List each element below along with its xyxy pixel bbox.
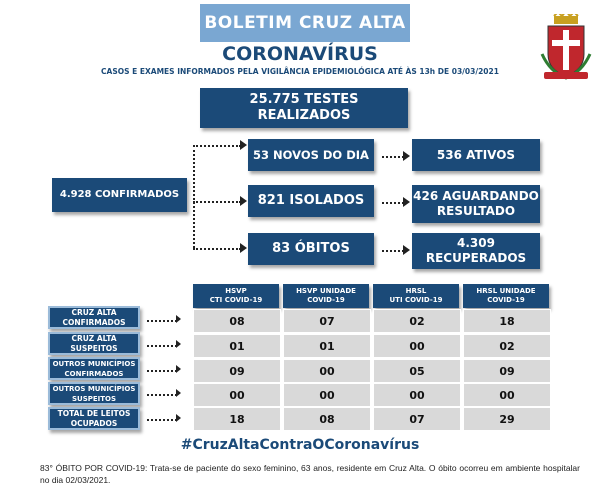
column-header-hsvp-cti xyxy=(193,284,279,308)
column-header-hrsl-unidade xyxy=(463,284,549,308)
row-arrow xyxy=(176,389,181,397)
table-cell: 05 xyxy=(373,359,461,383)
bulletin-banner: BOLETIM CRUZ ALTA xyxy=(200,4,410,42)
row-label-line1: TOTAL DE LEITOS xyxy=(57,408,131,418)
table-cell: 09 xyxy=(463,359,551,383)
row-arrow xyxy=(176,365,181,373)
column-header-line1: HSVP xyxy=(225,287,247,295)
confirmed-box: 4.928 CONFIRMADOS xyxy=(52,178,187,212)
page-subtitle: CASOS E EXAMES INFORMADOS PELA VIGILÂNCIA EPIDEMIOLÓGICA ATÉ ÀS 13h DE 03/03/2021 xyxy=(101,67,499,76)
table-cell: 29 xyxy=(463,407,551,431)
isolated-box: 821 ISOLADOS xyxy=(248,185,374,217)
column-header-line2: UTI COVID-19 xyxy=(389,296,443,304)
row-connector xyxy=(147,419,177,421)
connector-active xyxy=(382,156,404,158)
hashtag-text: #CruzAltaContraOCoronavírus xyxy=(180,437,420,453)
row-label-outros-municipios-suspeitos xyxy=(48,382,140,405)
row-arrow xyxy=(176,414,181,422)
row-label-line2: CONFIRMADOS xyxy=(62,317,126,327)
column-header-line1: HSVP UNIDADE xyxy=(296,287,356,295)
row-arrow xyxy=(176,340,181,348)
table-cell: 00 xyxy=(373,383,461,407)
table-cell: 01 xyxy=(283,334,371,358)
active-box: 536 ATIVOS xyxy=(412,139,540,171)
arrow-to-recovered xyxy=(403,245,410,255)
row-label-line1: CRUZ ALTA xyxy=(71,333,117,343)
column-header-line2: CTI COVID-19 xyxy=(209,296,263,304)
arrow-to-isolated xyxy=(240,196,247,206)
row-label-line2: CONFIRMADOS xyxy=(64,369,124,378)
row-label-line2: SUSPEITOS xyxy=(71,394,117,403)
table-cell: 08 xyxy=(283,407,371,431)
row-arrow xyxy=(176,315,181,323)
table-cell: 01 xyxy=(193,334,281,358)
footnote-text: 83° ÓBITO POR COVID-19: Trata-se de paciente do sexo feminino, 63 anos, residente em Cruz Alta. O óbito ocorreu em ambiente hospitalar no dia 02/03/2021. xyxy=(40,463,580,485)
connector-bottom xyxy=(193,248,241,250)
table-cell: 07 xyxy=(373,407,461,431)
table-cell: 18 xyxy=(193,407,281,431)
awaiting-count: 426 AGUARDANDO xyxy=(413,189,539,203)
table-cell: 18 xyxy=(463,309,551,333)
table-cell: 00 xyxy=(283,359,371,383)
arrow-to-awaiting xyxy=(403,197,410,207)
table-cell: 00 xyxy=(463,383,551,407)
row-label-line2: OCUPADOS xyxy=(70,418,118,428)
column-header-line1: HRSL xyxy=(405,287,427,295)
awaiting-label: RESULTADO xyxy=(436,204,516,218)
tests-label: REALIZADOS xyxy=(257,108,351,123)
deaths-box: 83 ÓBITOS xyxy=(248,233,374,265)
awaiting-box xyxy=(412,185,540,223)
connector-vertical xyxy=(193,145,195,248)
tests-box xyxy=(200,88,408,128)
row-connector xyxy=(147,320,177,322)
row-label-total-leitos xyxy=(48,407,140,430)
row-connector xyxy=(147,370,177,372)
page-title: CORONAVÍRUS xyxy=(222,43,378,65)
table-cell: 07 xyxy=(283,309,371,333)
table-cell: 08 xyxy=(193,309,281,333)
recovered-label: RECUPERADOS xyxy=(425,251,527,265)
table-cell: 00 xyxy=(373,334,461,358)
row-connector xyxy=(147,394,177,396)
city-crest-logo xyxy=(540,14,592,82)
column-header-hrsl-uti xyxy=(373,284,459,308)
recovered-box xyxy=(412,233,540,269)
column-header-line1: HRSL UNIDADE xyxy=(476,287,536,295)
new-today-box: 53 NOVOS DO DIA xyxy=(248,139,374,171)
arrow-to-deaths xyxy=(240,243,247,253)
recovered-count: 4.309 xyxy=(457,236,495,250)
table-cell: 00 xyxy=(283,383,371,407)
row-label-outros-municipios-confirmados xyxy=(48,357,140,380)
connector-awaiting xyxy=(382,202,404,204)
connector-recovered xyxy=(382,250,404,252)
row-label-cruz-alta-suspeitos xyxy=(48,332,140,355)
connector-top xyxy=(193,145,241,147)
table-cell: 02 xyxy=(373,309,461,333)
row-label-line1: CRUZ ALTA xyxy=(71,307,117,317)
column-header-hsvp-unidade xyxy=(283,284,369,308)
connector-middle xyxy=(193,201,241,203)
row-label-line1: OUTROS MUNICÍPIOS xyxy=(52,359,136,368)
table-cell: 02 xyxy=(463,334,551,358)
table-cell: 00 xyxy=(193,383,281,407)
row-label-line2: SUSPEITOS xyxy=(70,343,118,353)
arrow-to-new-today xyxy=(240,140,247,150)
tests-count: 25.775 TESTES xyxy=(249,92,359,107)
column-header-line2: COVID-19 xyxy=(487,296,525,304)
row-label-cruz-alta-confirmados xyxy=(48,306,140,329)
table-cell: 09 xyxy=(193,359,281,383)
arrow-to-active xyxy=(403,151,410,161)
row-connector xyxy=(147,345,177,347)
row-label-line1: OUTROS MUNICÍPIOS xyxy=(52,384,136,393)
column-header-line2: COVID-19 xyxy=(307,296,345,304)
